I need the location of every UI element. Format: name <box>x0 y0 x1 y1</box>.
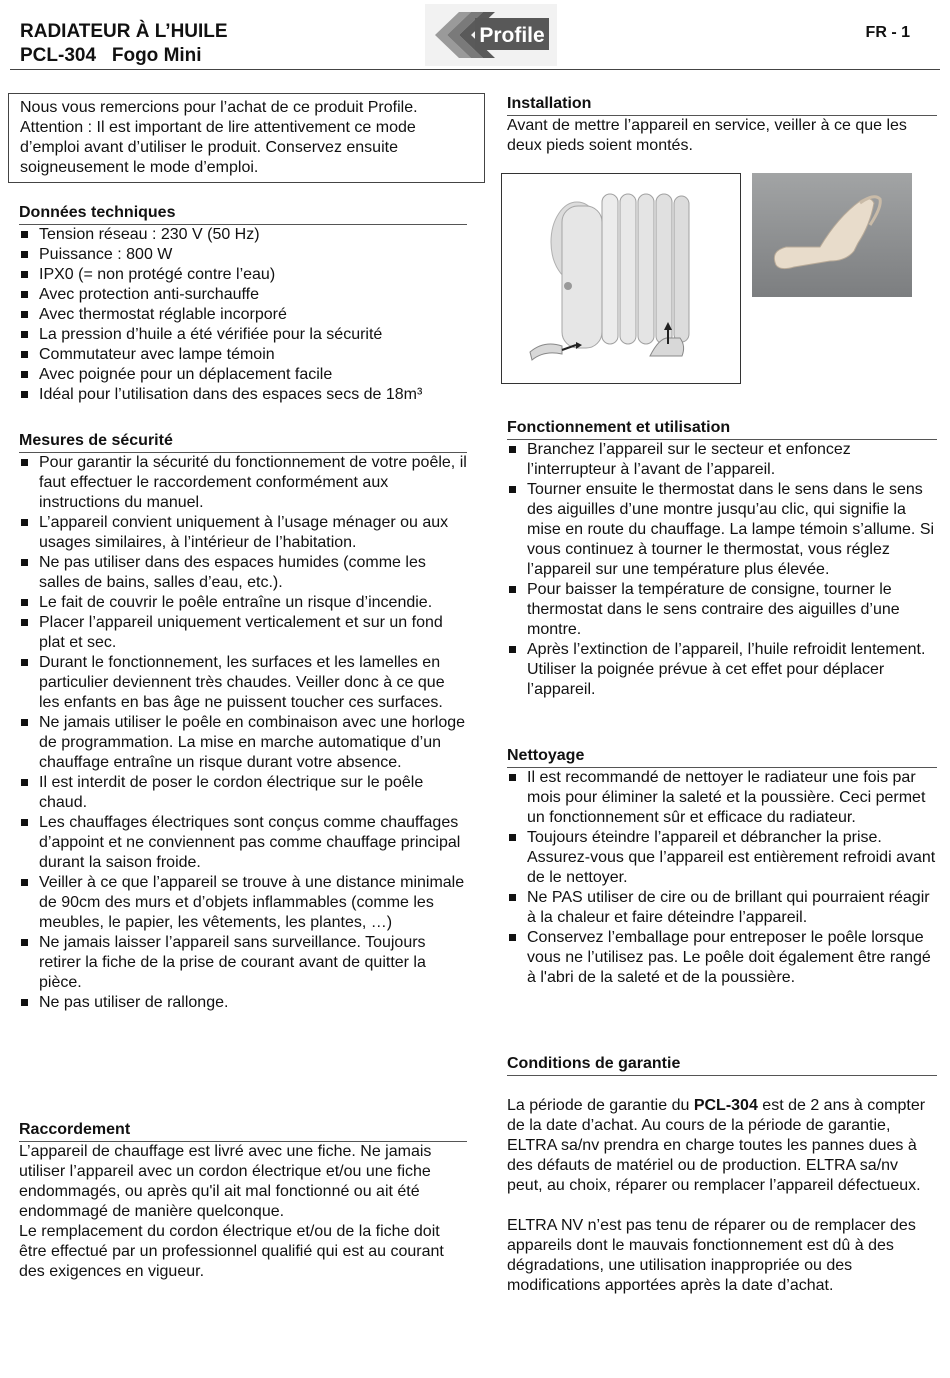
intro-text: Nous vous remercions pour l’achat de ce produit Profile. Attention : Il est important de lire attentivement ce mode d’emploi avant d’utiliser le produit. Conservez ensuite soigneusement le mode d’emploi. <box>20 99 418 176</box>
intro-box <box>8 93 485 183</box>
list-item: Ne jamais utiliser le poêle en combinaison avec une horloge de programmation. La mise en marche automatique d’un chauffage entraîne un risque durant votre absence. <box>19 713 467 773</box>
list-item: Ne jamais laisser l’appareil sans surveillance. Toujours retirer la fiche de la prise de courant avant de quitter la pièce. <box>19 933 467 993</box>
connection-section <box>19 1120 467 1282</box>
safety-heading: Mesures de sécurité <box>19 431 467 453</box>
warranty-text-end: est de 2 ans à compter de la date d’achat. Au cours de la période de garantie, ELTRA sa/nv prendra en charge toutes les pannes dues à des défauts de matériel ou de production. ELTRA sa/nv peut, au choix, réparer ou remplacer l’appareil défectueux. <box>507 1097 926 1194</box>
logo-text: Profile <box>479 24 545 47</box>
list-item: Il est recommandé de nettoyer le radiateur une fois par mois pour éliminer la saleté et la poussière. Ceci permet un fonctionnement sûr et efficace du radiateur. <box>507 768 937 828</box>
radiator-photo <box>501 173 741 384</box>
list-item: IPX0 (= non protégé contre l’eau) <box>19 265 467 285</box>
operation-heading: Fonctionnement et utilisation <box>507 418 937 440</box>
list-item: Toujours éteindre l’appareil et débrancher la prise. Assurez-vous que l’appareil est entièrement refroidi avant de le nettoyer. <box>507 828 937 888</box>
list-item: Pour garantir la sécurité du fonctionnement de votre poêle, il faut effectuer le raccordement conformément aux instructions du manuel. <box>19 453 467 513</box>
installation-heading: Installation <box>507 94 937 116</box>
safety-section <box>19 431 467 1013</box>
technical-section <box>19 203 467 405</box>
safety-list <box>19 453 467 1013</box>
list-item: Ne pas utiliser dans des espaces humides (comme les salles de bains, salles d’eau, etc.). <box>19 553 467 593</box>
foot-photo <box>752 173 912 297</box>
warranty-paragraph-1 <box>507 1096 937 1196</box>
list-item: Pour baisser la température de consigne, tourner le thermostat dans le sens contraire des aiguilles d’une montre. <box>507 580 937 640</box>
list-item: Après l’extinction de l’appareil, l’huile refroidit lentement. Utiliser la poignée prévue à cet effet pour déplacer l’appareil. <box>507 640 937 700</box>
operation-section <box>507 418 937 700</box>
profile-logo <box>425 4 557 66</box>
radiator-foot-image <box>752 173 912 297</box>
header-divider <box>10 69 940 70</box>
cleaning-heading: Nettoyage <box>507 746 937 768</box>
list-item: Avec protection anti-surchauffe <box>19 285 467 305</box>
list-item: Veiller à ce que l’appareil se trouve à une distance minimale de 90cm des murs et d’objets inflammables (comme les meubles, le papier, les vêtements, les plantes, …) <box>19 873 467 933</box>
list-item: Avec poignée pour un déplacement facile <box>19 365 467 385</box>
list-item: Tourner ensuite le thermostat dans le sens dans le sens des aiguilles d’une montre jusqu’au clic, qui signifie la mise en route du chauffage. La lampe témoin s’allume. Si vous continuez à tourner le thermostat, vous réglez l’appareil sur une température plus élevée. <box>507 480 937 580</box>
technical-list <box>19 225 467 405</box>
warranty-model: PCL-304 <box>693 1097 758 1114</box>
warranty-text-start: La période de garantie du <box>507 1097 694 1114</box>
connection-heading: Raccordement <box>19 1120 467 1142</box>
warranty-heading: Conditions de garantie <box>507 1054 937 1076</box>
cleaning-list <box>507 768 937 988</box>
cleaning-section <box>507 746 937 988</box>
installation-section <box>507 94 937 156</box>
list-item: Puissance : 800 W <box>19 245 467 265</box>
list-item: Ne PAS utiliser de cire ou de brillant qui pourraient réagir à la chaleur et faire déteindre l’appareil. <box>507 888 937 928</box>
list-item: Idéal pour l’utilisation dans des espaces secs de 18m³ <box>19 385 467 405</box>
profile-logo-icon <box>425 4 557 66</box>
list-item: Durant le fonctionnement, les surfaces et les lamelles en particulier deviennent très chaudes. Veiller donc à ce que les enfants en bas âge ne puissent toucher ces surfaces. <box>19 653 467 713</box>
connection-paragraph-2: Le remplacement du cordon électrique et/ou de la fiche doit être effectué par un professionnel qualifié qui est au courant des exigences en vigueur. <box>19 1223 444 1280</box>
title-line-1: RADIATEUR À L’HUILE <box>20 21 228 42</box>
oil-radiator-image <box>502 174 740 383</box>
list-item: Conservez l’emballage pour entreposer le poêle lorsque vous ne l’utilisez pas. Le poêle doit également être rangé à l'abri de la saleté et de la poussière. <box>507 928 937 988</box>
list-item: L’appareil convient uniquement à l’usage ménager ou aux usages similaires, à l’intérieur de l’habitation. <box>19 513 467 553</box>
warranty-section <box>507 1054 937 1296</box>
warranty-paragraph-2: ELTRA NV n’est pas tenu de réparer ou de remplacer des appareils dont le mauvais fonctionnement est dû à des dégradations, une utilisation inappropriée ou des modifications apportées après la date d’achat. <box>507 1217 916 1294</box>
list-item: Branchez l’appareil sur le secteur et enfoncez l’interrupteur à l’avant de l’appareil. <box>507 440 937 480</box>
list-item: Commutateur avec lampe témoin <box>19 345 467 365</box>
document-title <box>20 20 228 68</box>
list-item: Placer l’appareil uniquement verticalement et sur un fond plat et sec. <box>19 613 467 653</box>
title-line-2: PCL-304 Fogo Mini <box>20 45 202 66</box>
list-item: La pression d’huile a été vérifiée pour la sécurité <box>19 325 467 345</box>
installation-text: Avant de mettre l’appareil en service, veiller à ce que les deux pieds soient montés. <box>507 117 907 154</box>
list-item: Il est interdit de poser le cordon électrique sur le poêle chaud. <box>19 773 467 813</box>
list-item: Le fait de couvrir le poêle entraîne un risque d’incendie. <box>19 593 467 613</box>
list-item: Avec thermostat réglable incorporé <box>19 305 467 325</box>
list-item: Tension réseau : 230 V (50 Hz) <box>19 225 467 245</box>
technical-heading: Données techniques <box>19 203 467 225</box>
page-number: FR - 1 <box>865 24 910 41</box>
operation-list <box>507 440 937 700</box>
list-item: Les chauffages électriques sont conçus comme chauffages d’appoint et ne conviennent pas comme chauffage principal durant la saison froide. <box>19 813 467 873</box>
list-item: Ne pas utiliser de rallonge. <box>19 993 467 1013</box>
connection-paragraph-1: L’appareil de chauffage est livré avec une fiche. Ne jamais utiliser l’appareil avec un cordon électrique et/ou une fiche endommagés, ou après qu'il ait mal fonctionné ou ait été endommagé de manière quelconque. <box>19 1143 432 1220</box>
